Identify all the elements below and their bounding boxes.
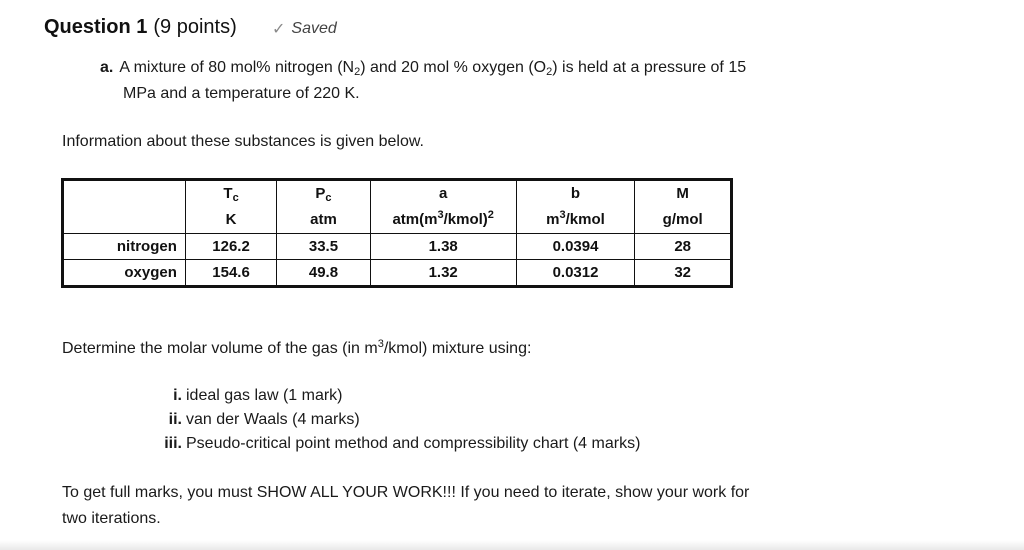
part-a-text-2: ) and 20 mol % oxygen (O [360,59,547,76]
instructions-line-1: To get full marks, you must SHOW ALL YOUR WORK!!! If you need to iterate, show your work for [62,484,750,501]
bottom-divider [0,540,1024,550]
checkmark-icon: ✓ [272,21,286,38]
table-row-nitrogen [63,234,732,260]
table-cell: 126.2 [185,234,276,260]
table-cell: 33.5 [277,234,370,260]
header-pc [277,180,370,234]
list-item-text: van der Waals (4 marks) [186,411,360,428]
header-unit: g/mol [662,211,703,228]
determine-text [62,336,531,362]
properties-table [61,178,733,288]
table-cell: 1.32 [370,260,516,287]
list-item [155,432,640,456]
part-a-sub-1: 2 [354,66,361,78]
info-text: Information about these substances is given below. [62,133,424,150]
question-header [44,16,237,42]
instructions-line-2: two iterations. [62,510,161,527]
header-symbol-sub: c [325,192,332,204]
list-item [155,408,640,432]
table-cell: 32 [635,260,732,287]
list-item-number: iii. [164,435,182,452]
row-label: oxygen [63,260,186,287]
table-header-row [63,180,732,234]
header-symbol: a [439,185,448,202]
header-unit: m [546,211,560,228]
part-a-text-4: MPa and a temperature of 220 K. [123,85,360,102]
part-a-text-3: ) is held at a pressure of 15 [552,59,747,76]
table-cell: 154.6 [185,260,276,287]
saved-label: Saved [291,20,337,37]
methods-list [155,384,640,456]
determine-text-2: /kmol) mixture using: [383,340,532,357]
list-item-number: i. [173,387,182,404]
table-cell: 1.38 [370,234,516,260]
header-unit: atm(m [392,211,438,228]
list-item-text: Pseudo-critical point method and compressibility chart (4 marks) [186,435,641,452]
header-symbol: P [315,185,326,202]
part-a-statement [100,55,860,107]
header-unit-sup: 2 [487,209,494,221]
part-a-text-1: A mixture of 80 mol% nitrogen (N [119,59,355,76]
list-item-text: ideal gas law (1 mark) [186,387,343,404]
header-unit-sup: 3 [437,209,444,221]
table-cell: 0.0312 [516,260,635,287]
header-unit: atm [310,211,337,228]
table-row-oxygen [63,260,732,287]
row-label: nitrogen [63,234,186,260]
header-unit: K [225,211,237,228]
determine-text-1: Determine the molar volume of the gas (in m [62,340,378,357]
header-symbol: M [676,185,689,202]
header-symbol: b [570,185,581,202]
header-b [516,180,635,234]
instructions [62,480,862,532]
list-item [155,384,640,408]
header-tc [185,180,276,234]
part-a-sub-2: 2 [546,66,553,78]
determine-sup: 3 [377,338,384,350]
header-unit: /kmol [565,211,605,228]
question-points: (9 points) [153,16,237,38]
header-unit-sup: 3 [559,209,566,221]
list-item-number: ii. [168,411,182,428]
header-symbol: T [223,185,233,202]
table-cell: 49.8 [277,260,370,287]
table-cell: 28 [635,234,732,260]
header-symbol-sub: c [232,192,239,204]
header-unit: /kmol) [443,211,488,228]
table-cell: 0.0394 [516,234,635,260]
header-a [370,180,516,234]
question-title: Question 1 [44,16,148,38]
header-empty-cell [63,180,186,234]
saved-status [272,19,337,39]
header-m [635,180,732,234]
part-a-label: a. [100,59,114,76]
